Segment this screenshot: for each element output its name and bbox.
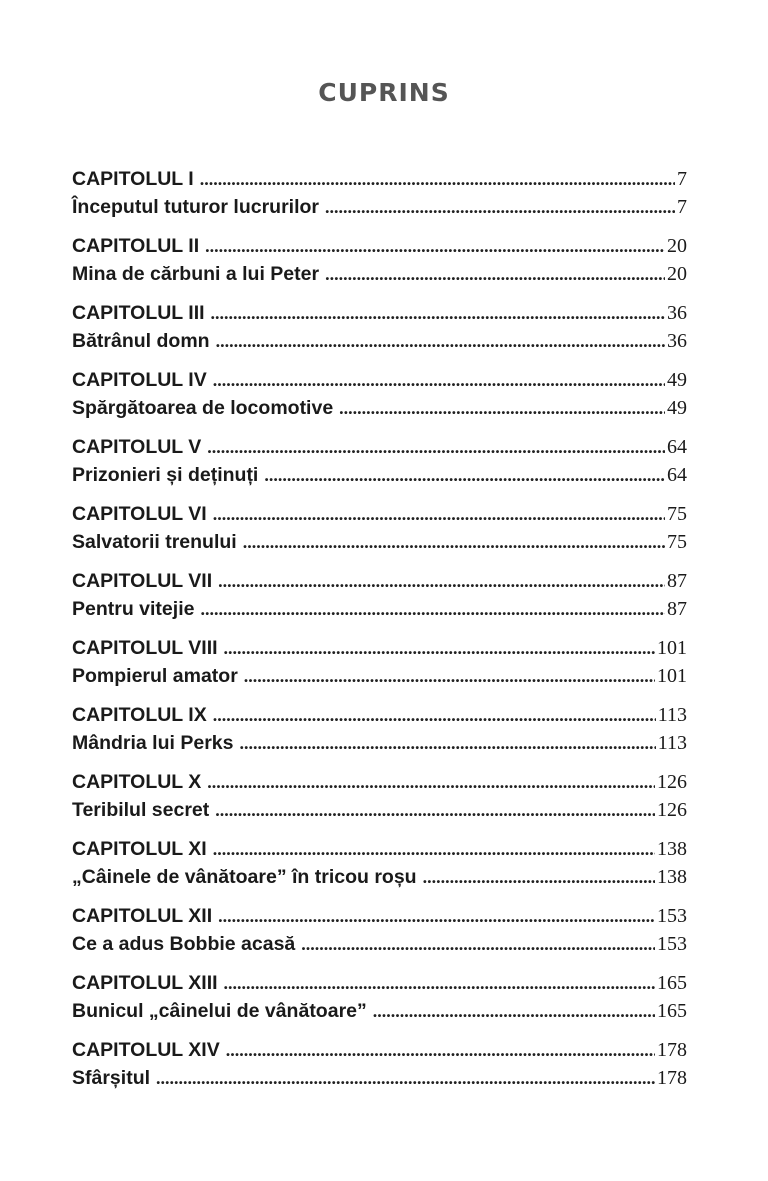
page-number: 113 xyxy=(657,704,687,726)
chapter-title: Pompierul amator xyxy=(72,665,238,687)
chapter-title: Spărgătoarea de locomotive xyxy=(72,397,334,419)
chapter-number: CAPITOLUL XIII xyxy=(72,972,218,994)
dot-leader xyxy=(339,394,665,422)
chapter-title: Bunicul „câinelui de vânătoare” xyxy=(72,1000,367,1022)
chapter-number-row xyxy=(72,634,687,662)
page-number: 36 xyxy=(667,302,687,324)
toc-entry xyxy=(72,634,687,690)
chapter-title-row xyxy=(72,863,687,891)
page-title: CUPRINS xyxy=(318,78,450,107)
dot-leader xyxy=(205,232,665,260)
chapter-number: CAPITOLUL V xyxy=(72,436,202,458)
chapter-title: Pentru vitejie xyxy=(72,598,195,620)
chapter-number: CAPITOLUL IX xyxy=(72,704,207,726)
page-number: 113 xyxy=(657,732,687,754)
chapter-title: Salvatorii trenului xyxy=(72,531,237,553)
page-number: 20 xyxy=(667,263,687,285)
dot-leader xyxy=(200,165,675,193)
dot-leader xyxy=(325,193,675,221)
dot-leader xyxy=(423,863,655,891)
chapter-number: CAPITOLUL VI xyxy=(72,503,207,525)
toc-entry xyxy=(72,768,687,824)
page-number: 64 xyxy=(667,464,687,486)
toc-entry xyxy=(72,835,687,891)
page-number: 138 xyxy=(657,838,687,860)
page-number: 126 xyxy=(657,799,687,821)
page-number: 7 xyxy=(677,168,687,190)
chapter-number: CAPITOLUL XIV xyxy=(72,1039,220,1061)
page-number: 49 xyxy=(667,397,687,419)
dot-leader xyxy=(218,567,665,595)
chapter-title-row xyxy=(72,461,687,489)
chapter-number-row xyxy=(72,232,687,260)
page-number: 101 xyxy=(657,637,687,659)
dot-leader xyxy=(373,997,655,1025)
chapter-title-row xyxy=(72,662,687,690)
chapter-number-row xyxy=(72,969,687,997)
chapter-title-row xyxy=(72,394,687,422)
dot-leader xyxy=(239,729,655,757)
page-number: 7 xyxy=(677,196,687,218)
page-number: 178 xyxy=(657,1039,687,1061)
dot-leader xyxy=(216,327,665,355)
page-number: 64 xyxy=(667,436,687,458)
toc-entry xyxy=(72,366,687,422)
dot-leader xyxy=(207,433,665,461)
toc-entry xyxy=(72,1036,687,1092)
page-number: 165 xyxy=(657,972,687,994)
page-number: 126 xyxy=(657,771,687,793)
chapter-number-row xyxy=(72,366,687,394)
page-number: 153 xyxy=(657,933,687,955)
dot-leader xyxy=(156,1064,655,1092)
chapter-title-row xyxy=(72,193,687,221)
chapter-title-row xyxy=(72,528,687,556)
dot-leader xyxy=(224,969,655,997)
page-number: 20 xyxy=(667,235,687,257)
chapter-title-row xyxy=(72,260,687,288)
dot-leader xyxy=(211,299,665,327)
dot-leader xyxy=(213,835,655,863)
chapter-title: Prizonieri și deținuți xyxy=(72,464,259,486)
dot-leader xyxy=(224,634,655,662)
chapter-number-row xyxy=(72,500,687,528)
page-number: 178 xyxy=(657,1067,687,1089)
page-number: 75 xyxy=(667,503,687,525)
page-number: 87 xyxy=(667,598,687,620)
chapter-title-row xyxy=(72,327,687,355)
dot-leader xyxy=(243,528,665,556)
chapter-title: Teribilul secret xyxy=(72,799,210,821)
chapter-number: CAPITOLUL X xyxy=(72,771,202,793)
toc-entry xyxy=(72,299,687,355)
chapter-title-row xyxy=(72,930,687,958)
chapter-number: CAPITOLUL III xyxy=(72,302,205,324)
dot-leader xyxy=(264,461,665,489)
chapter-title: Bătrânul domn xyxy=(72,330,210,352)
toc-entry xyxy=(72,500,687,556)
chapter-title: „Câinele de vânătoare” în tricou roșu xyxy=(72,866,417,888)
chapter-title-row xyxy=(72,595,687,623)
page-number: 87 xyxy=(667,570,687,592)
chapter-number: CAPITOLUL IV xyxy=(72,369,207,391)
chapter-title: Ce a adus Bobbie acasă xyxy=(72,933,296,955)
toc-entry xyxy=(72,165,687,221)
chapter-title-row xyxy=(72,796,687,824)
page-number: 49 xyxy=(667,369,687,391)
chapter-title: Mina de cărbuni a lui Peter xyxy=(72,263,320,285)
toc-entry xyxy=(72,701,687,757)
page-number: 165 xyxy=(657,1000,687,1022)
chapter-title-row xyxy=(72,1064,687,1092)
chapter-number: CAPITOLUL XI xyxy=(72,838,207,860)
page-number: 138 xyxy=(657,866,687,888)
page-number: 36 xyxy=(667,330,687,352)
page-number: 75 xyxy=(667,531,687,553)
chapter-number: CAPITOLUL VIII xyxy=(72,637,218,659)
table-of-contents xyxy=(72,165,687,1103)
chapter-number-row xyxy=(72,768,687,796)
chapter-number: CAPITOLUL II xyxy=(72,235,200,257)
chapter-number-row xyxy=(72,902,687,930)
chapter-title: Sfârșitul xyxy=(72,1067,151,1089)
chapter-number-row xyxy=(72,835,687,863)
chapter-number: CAPITOLUL I xyxy=(72,168,194,190)
chapter-number: CAPITOLUL VII xyxy=(72,570,213,592)
dot-leader xyxy=(213,701,656,729)
page-number: 153 xyxy=(657,905,687,927)
chapter-title: Începutul tuturor lucrurilor xyxy=(72,196,319,218)
toc-entry xyxy=(72,969,687,1025)
chapter-number-row xyxy=(72,701,687,729)
chapter-number-row xyxy=(72,165,687,193)
chapter-title-row xyxy=(72,997,687,1025)
dot-leader xyxy=(213,366,665,394)
dot-leader xyxy=(218,902,655,930)
dot-leader xyxy=(226,1036,655,1064)
dot-leader xyxy=(200,595,665,623)
dot-leader xyxy=(207,768,655,796)
dot-leader xyxy=(301,930,655,958)
dot-leader xyxy=(213,500,665,528)
chapter-title-row xyxy=(72,729,687,757)
dot-leader xyxy=(325,260,665,288)
toc-entry xyxy=(72,567,687,623)
chapter-number-row xyxy=(72,1036,687,1064)
chapter-title: Mândria lui Perks xyxy=(72,732,234,754)
toc-entry xyxy=(72,902,687,958)
toc-entry xyxy=(72,232,687,288)
chapter-number: CAPITOLUL XII xyxy=(72,905,213,927)
dot-leader xyxy=(215,796,655,824)
chapter-number-row xyxy=(72,567,687,595)
dot-leader xyxy=(244,662,655,690)
toc-entry xyxy=(72,433,687,489)
page-number: 101 xyxy=(657,665,687,687)
chapter-number-row xyxy=(72,433,687,461)
chapter-number-row xyxy=(72,299,687,327)
